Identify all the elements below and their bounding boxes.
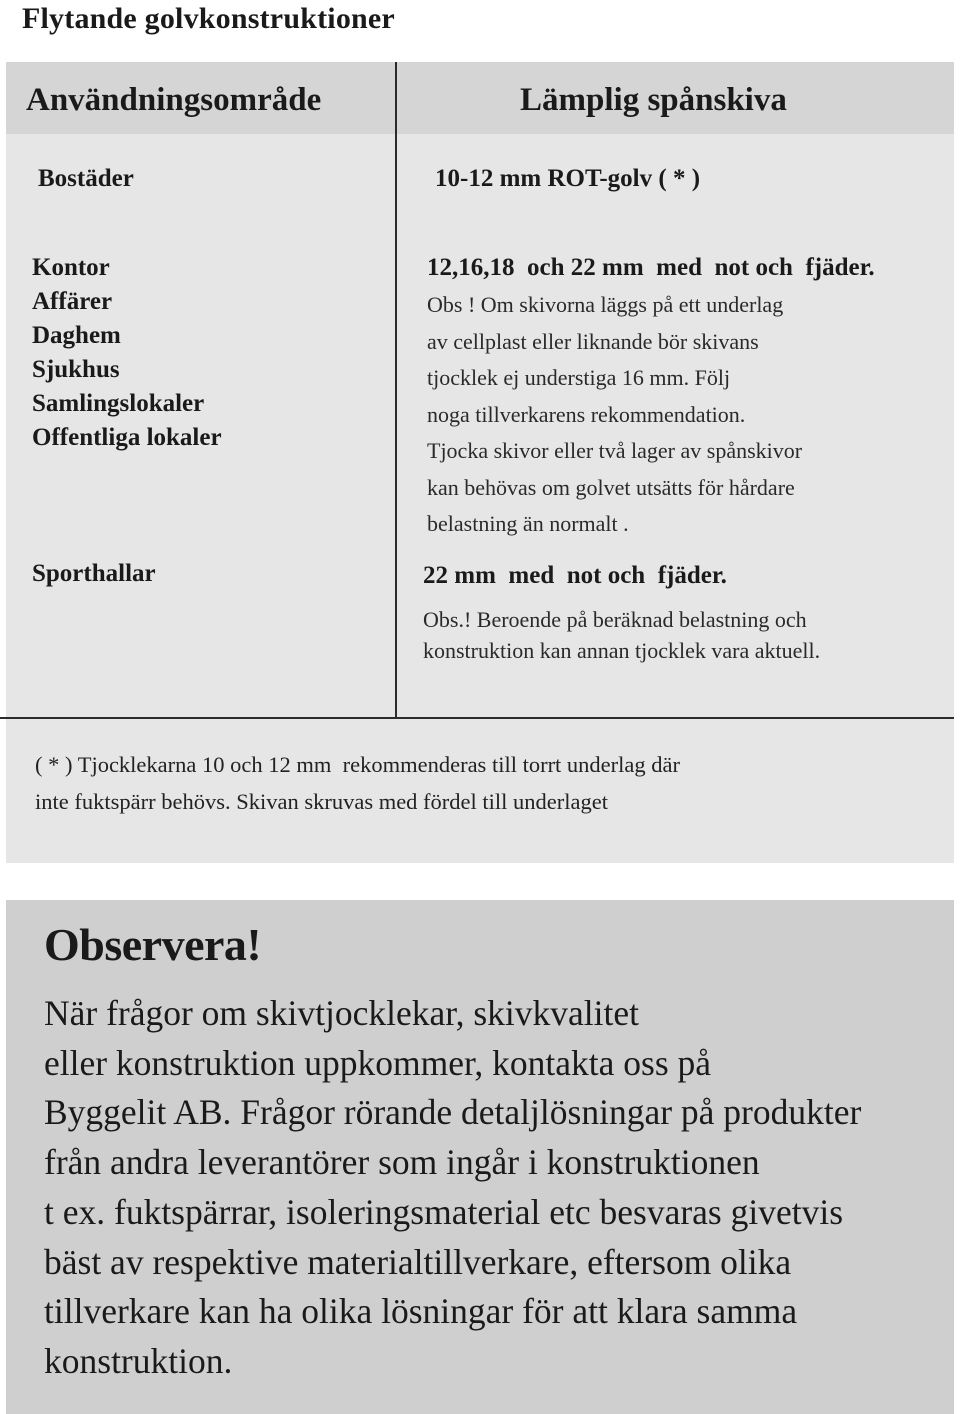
footnote-line: ( * ) Tjocklekarna 10 och 12 mm rekommenderas till torrt underlag där — [35, 752, 681, 777]
usage-item: Offentliga lokaler — [32, 424, 222, 451]
board-notes-sports — [423, 604, 820, 666]
footnote-text — [35, 746, 915, 820]
note-line: av cellplast eller liknande bör skivans — [427, 328, 759, 354]
notice-line: från andra leverantörer som ingår i konstruktionen — [44, 1142, 760, 1183]
notice-body — [44, 989, 954, 1387]
usage-item: Samlingslokaler — [32, 390, 205, 417]
notice-line: bäst av respektive materialtillverkare, eftersom olika — [44, 1241, 792, 1282]
footnote-line: inte fuktspärr behövs. Skivan skruvas med fördel till underlaget — [35, 789, 608, 814]
notice-line: eller konstruktion uppkommer, kontakta oss på — [44, 1042, 712, 1083]
column-divider — [395, 62, 397, 718]
notice-title: Observera! — [44, 919, 262, 970]
usage-item: Daghem — [32, 322, 121, 349]
usage-list-commercial — [32, 251, 222, 455]
board-rot-floor: 10-12 mm ROT-golv ( * ) — [435, 165, 701, 192]
header-suitable-board: Lämplig spånskiva — [520, 82, 787, 118]
note-line: kan behövas om golvet utsätts för hårdare — [427, 474, 795, 500]
usage-item: Kontor — [32, 254, 110, 281]
usage-sports-halls: Sporthallar — [32, 560, 156, 587]
note-line: tjocklek ej understiga 16 mm. Följ — [427, 365, 731, 390]
note-line: Obs.! Beroende på beräknad belastning och — [423, 607, 807, 632]
board-22mm: 22 mm med not och fjäder. — [423, 562, 727, 589]
notice-line: konstruktion. — [44, 1340, 233, 1381]
note-line: belastning än normalt . — [427, 511, 629, 536]
usage-item: Affärer — [32, 288, 113, 315]
notice-line: t ex. fuktspärrar, isoleringsmaterial etc besvaras givetvis — [44, 1191, 844, 1232]
usage-item: Sjukhus — [32, 356, 120, 383]
notice-line: tillverkare kan ha olika lösningar för att klara samma — [44, 1291, 798, 1332]
board-tongue-groove: 12,16,18 och 22 mm med not och fjäder. — [427, 254, 875, 281]
header-usage-area: Användningsområde — [26, 82, 322, 118]
note-line: Obs ! Om skivorna läggs på ett underlag — [427, 292, 784, 317]
note-line: Tjocka skivor eller två lager av spånskivor — [427, 438, 803, 463]
notice-line: Byggelit AB. Frågor rörande detaljlösningar på produkter — [44, 1092, 862, 1133]
usage-housing: Bostäder — [38, 165, 134, 192]
note-line: konstruktion kan annan tjocklek vara aktuell. — [423, 638, 821, 663]
note-line: noga tillverkarens rekommendation. — [427, 401, 746, 427]
board-notes-commercial — [427, 287, 802, 543]
page-title: Flytande golvkonstruktioner — [22, 2, 395, 35]
notice-line: När frågor om skivtjocklekar, skivkvalitet — [44, 993, 640, 1033]
